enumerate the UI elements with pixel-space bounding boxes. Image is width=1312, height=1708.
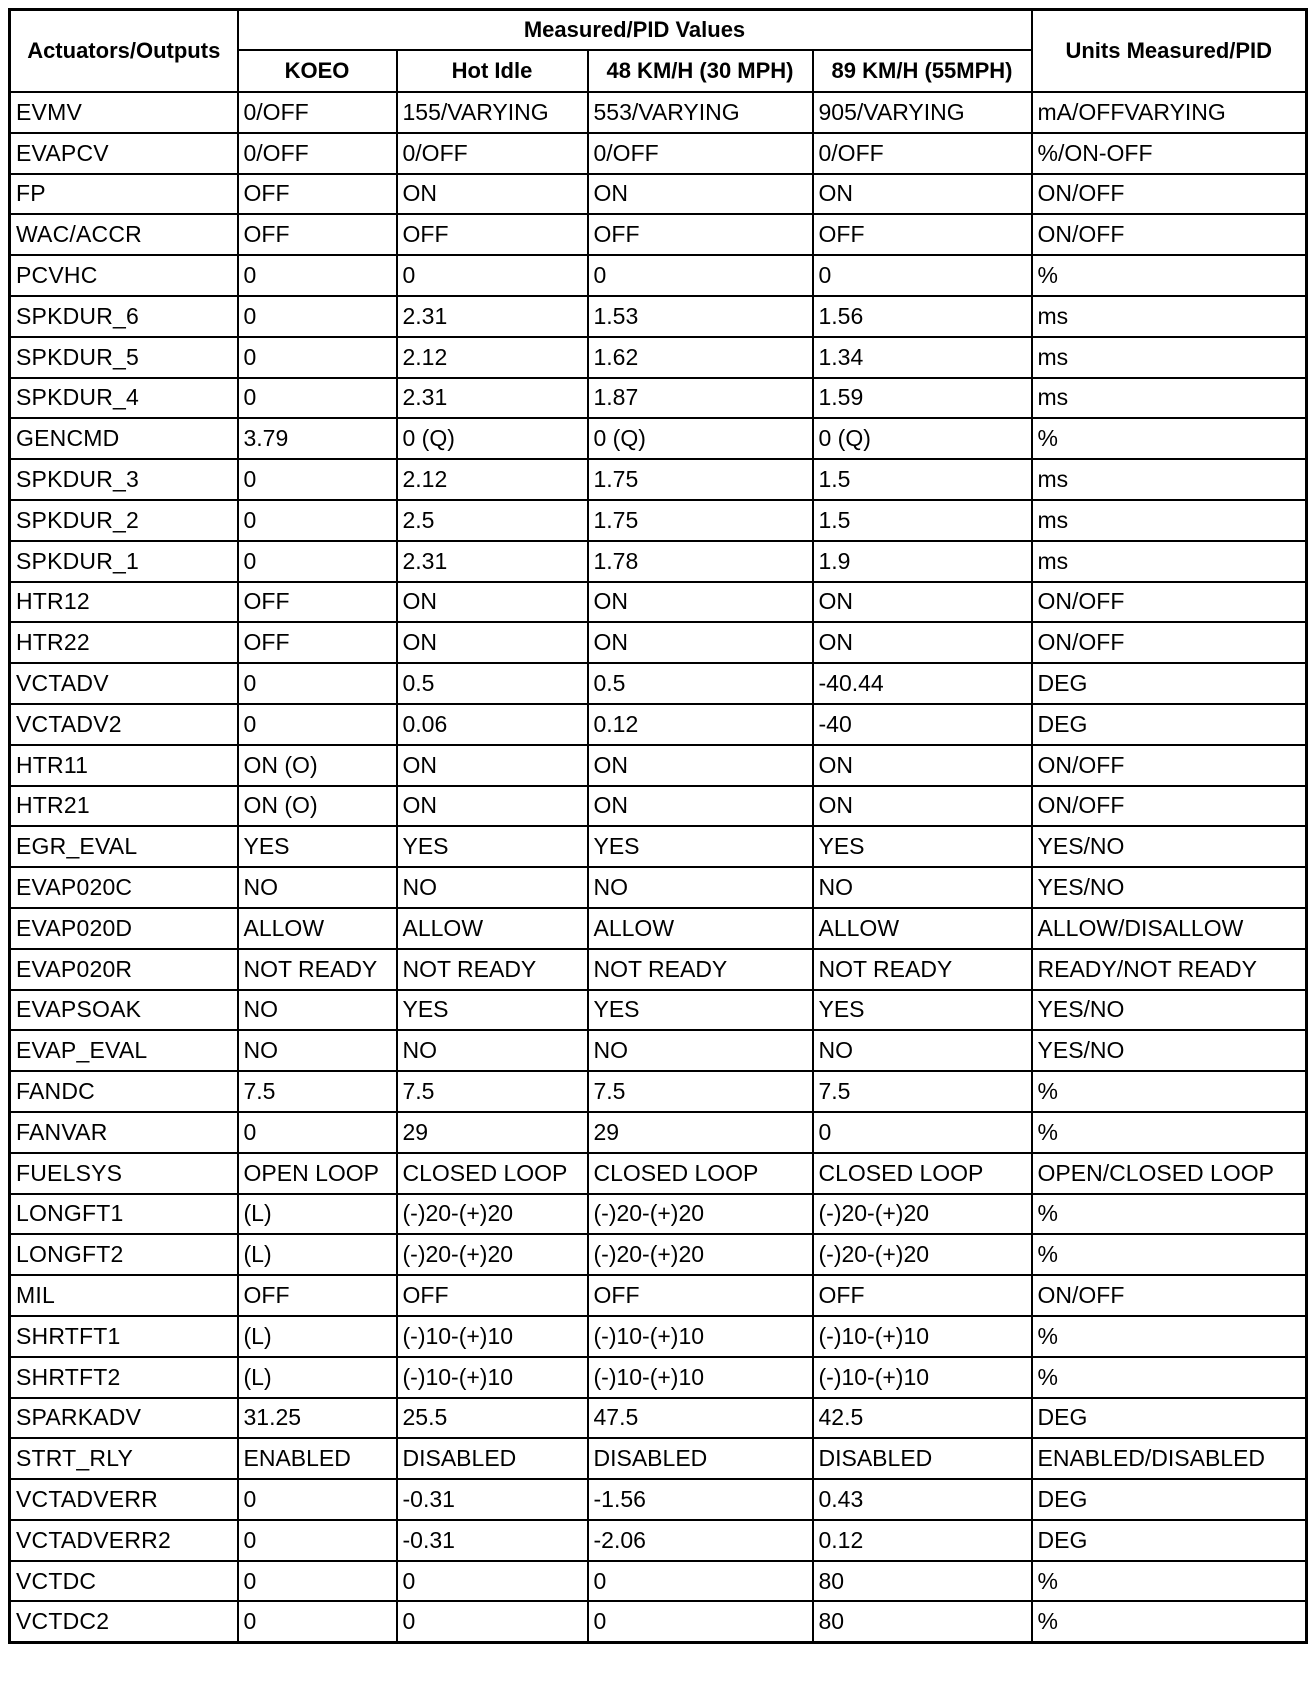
cell-koeo: ON (O) (238, 786, 397, 827)
cell-pid-name: LONGFT1 (10, 1194, 238, 1235)
cell-koeo: ALLOW (238, 908, 397, 949)
cell-hot-idle: 2.12 (397, 459, 588, 500)
cell-89kmh: ON (813, 174, 1032, 215)
cell-units: DEG (1032, 1398, 1307, 1439)
table-row (10, 459, 1307, 500)
table-row (10, 908, 1307, 949)
cell-89kmh: -40.44 (813, 663, 1032, 704)
cell-units: % (1032, 1561, 1307, 1602)
cell-koeo: 7.5 (238, 1071, 397, 1112)
cell-koeo: YES (238, 826, 397, 867)
cell-89kmh: 1.5 (813, 459, 1032, 500)
cell-hot-idle: 0.5 (397, 663, 588, 704)
cell-48kmh: 1.75 (588, 500, 813, 541)
cell-89kmh: 1.5 (813, 500, 1032, 541)
table-row (10, 1479, 1307, 1520)
cell-89kmh: ON (813, 582, 1032, 623)
cell-pid-name: SPKDUR_1 (10, 541, 238, 582)
cell-units: ON/OFF (1032, 214, 1307, 255)
cell-89kmh: OFF (813, 214, 1032, 255)
table-row (10, 1438, 1307, 1479)
cell-koeo: (L) (238, 1234, 397, 1275)
cell-hot-idle: (-)10-(+)10 (397, 1357, 588, 1398)
cell-hot-idle: CLOSED LOOP (397, 1153, 588, 1194)
cell-89kmh: ALLOW (813, 908, 1032, 949)
cell-pid-name: HTR21 (10, 786, 238, 827)
cell-hot-idle: 0 (397, 1601, 588, 1642)
cell-hot-idle: 155/VARYING (397, 92, 588, 133)
cell-units: ms (1032, 541, 1307, 582)
cell-48kmh: OFF (588, 1275, 813, 1316)
table-row (10, 174, 1307, 215)
cell-units: ON/OFF (1032, 174, 1307, 215)
cell-koeo: NOT READY (238, 949, 397, 990)
cell-hot-idle: 2.31 (397, 541, 588, 582)
cell-89kmh: (-)10-(+)10 (813, 1357, 1032, 1398)
cell-hot-idle: NO (397, 1030, 588, 1071)
cell-hot-idle: 2.5 (397, 500, 588, 541)
cell-hot-idle: NO (397, 867, 588, 908)
cell-48kmh: (-)20-(+)20 (588, 1194, 813, 1235)
cell-units: ms (1032, 500, 1307, 541)
table-row (10, 867, 1307, 908)
cell-pid-name: EVAPSOAK (10, 990, 238, 1031)
cell-pid-name: VCTADVERR (10, 1479, 238, 1520)
cell-pid-name: EVAP020C (10, 867, 238, 908)
cell-hot-idle: ON (397, 622, 588, 663)
cell-hot-idle: 2.12 (397, 337, 588, 378)
cell-48kmh: 0 (588, 255, 813, 296)
header-hot-idle: Hot Idle (397, 50, 588, 92)
cell-units: READY/NOT READY (1032, 949, 1307, 990)
table-row (10, 1275, 1307, 1316)
header-koeo: KOEO (238, 50, 397, 92)
cell-hot-idle: 0 (Q) (397, 418, 588, 459)
cell-koeo: OFF (238, 174, 397, 215)
cell-89kmh: 1.56 (813, 296, 1032, 337)
table-row (10, 255, 1307, 296)
cell-hot-idle: 2.31 (397, 296, 588, 337)
table-row (10, 826, 1307, 867)
pid-table-container (8, 8, 1305, 1644)
table-row (10, 1153, 1307, 1194)
cell-pid-name: EGR_EVAL (10, 826, 238, 867)
cell-89kmh: NO (813, 867, 1032, 908)
cell-pid-name: SHRTFT1 (10, 1316, 238, 1357)
cell-89kmh: (-)20-(+)20 (813, 1234, 1032, 1275)
cell-units: DEG (1032, 704, 1307, 745)
cell-units: % (1032, 418, 1307, 459)
cell-pid-name: GENCMD (10, 418, 238, 459)
cell-koeo: (L) (238, 1194, 397, 1235)
cell-hot-idle: 0.06 (397, 704, 588, 745)
cell-units: % (1032, 1071, 1307, 1112)
cell-48kmh: 1.78 (588, 541, 813, 582)
cell-48kmh: 0/OFF (588, 133, 813, 174)
cell-48kmh: ON (588, 786, 813, 827)
cell-hot-idle: YES (397, 990, 588, 1031)
cell-89kmh: 1.9 (813, 541, 1032, 582)
cell-89kmh: 80 (813, 1561, 1032, 1602)
table-row (10, 1030, 1307, 1071)
cell-units: % (1032, 1316, 1307, 1357)
cell-hot-idle: (-)20-(+)20 (397, 1234, 588, 1275)
cell-48kmh: ON (588, 582, 813, 623)
cell-koeo: 0 (238, 255, 397, 296)
cell-pid-name: SHRTFT2 (10, 1357, 238, 1398)
table-row (10, 745, 1307, 786)
cell-units: ms (1032, 337, 1307, 378)
cell-48kmh: 29 (588, 1112, 813, 1153)
cell-koeo: 31.25 (238, 1398, 397, 1439)
table-row (10, 1071, 1307, 1112)
cell-koeo: 0 (238, 663, 397, 704)
cell-89kmh: 0 (813, 255, 1032, 296)
cell-hot-idle: 0/OFF (397, 133, 588, 174)
table-row (10, 214, 1307, 255)
cell-pid-name: EVAP020R (10, 949, 238, 990)
cell-48kmh: ON (588, 622, 813, 663)
cell-hot-idle: (-)10-(+)10 (397, 1316, 588, 1357)
header-89kmh: 89 KM/H (55MPH) (813, 50, 1032, 92)
cell-units: ENABLED/DISABLED (1032, 1438, 1307, 1479)
cell-units: ms (1032, 459, 1307, 500)
table-row (10, 1520, 1307, 1561)
table-row (10, 622, 1307, 663)
cell-hot-idle: ON (397, 745, 588, 786)
table-row (10, 1357, 1307, 1398)
table-row (10, 582, 1307, 623)
cell-hot-idle: YES (397, 826, 588, 867)
cell-48kmh: 1.87 (588, 378, 813, 419)
cell-koeo: 0 (238, 378, 397, 419)
cell-89kmh: ON (813, 786, 1032, 827)
cell-hot-idle: ON (397, 786, 588, 827)
cell-48kmh: NO (588, 1030, 813, 1071)
cell-89kmh: YES (813, 826, 1032, 867)
cell-48kmh: OFF (588, 214, 813, 255)
cell-units: mA/OFFVARYING (1032, 92, 1307, 133)
cell-units: YES/NO (1032, 990, 1307, 1031)
cell-48kmh: (-)10-(+)10 (588, 1316, 813, 1357)
table-row (10, 378, 1307, 419)
table-row (10, 949, 1307, 990)
cell-hot-idle: OFF (397, 1275, 588, 1316)
cell-pid-name: VCTADV (10, 663, 238, 704)
cell-pid-name: FUELSYS (10, 1153, 238, 1194)
cell-pid-name: VCTADV2 (10, 704, 238, 745)
cell-48kmh: NOT READY (588, 949, 813, 990)
table-row (10, 1398, 1307, 1439)
table-header (10, 10, 1307, 93)
cell-89kmh: 1.34 (813, 337, 1032, 378)
cell-89kmh: YES (813, 990, 1032, 1031)
table-row (10, 337, 1307, 378)
cell-48kmh: -2.06 (588, 1520, 813, 1561)
table-row (10, 133, 1307, 174)
cell-hot-idle: 2.31 (397, 378, 588, 419)
table-row (10, 663, 1307, 704)
cell-hot-idle: -0.31 (397, 1520, 588, 1561)
cell-hot-idle: ON (397, 582, 588, 623)
cell-48kmh: 1.53 (588, 296, 813, 337)
cell-pid-name: HTR12 (10, 582, 238, 623)
cell-48kmh: YES (588, 990, 813, 1031)
cell-units: % (1032, 1601, 1307, 1642)
cell-89kmh: 0 (813, 1112, 1032, 1153)
cell-89kmh: ON (813, 745, 1032, 786)
cell-koeo: OPEN LOOP (238, 1153, 397, 1194)
cell-48kmh: 0.12 (588, 704, 813, 745)
cell-89kmh: DISABLED (813, 1438, 1032, 1479)
cell-hot-idle: (-)20-(+)20 (397, 1194, 588, 1235)
table-row (10, 1601, 1307, 1642)
cell-units: ON/OFF (1032, 786, 1307, 827)
cell-koeo: 0 (238, 704, 397, 745)
cell-48kmh: 1.75 (588, 459, 813, 500)
table-row (10, 1561, 1307, 1602)
pid-values-table (8, 8, 1308, 1644)
header-actuators-outputs: Actuators/Outputs (10, 10, 238, 93)
cell-pid-name: FP (10, 174, 238, 215)
cell-koeo: ENABLED (238, 1438, 397, 1479)
cell-units: ON/OFF (1032, 745, 1307, 786)
cell-hot-idle: 25.5 (397, 1398, 588, 1439)
cell-pid-name: SPKDUR_4 (10, 378, 238, 419)
cell-48kmh: 0 (588, 1561, 813, 1602)
cell-pid-name: EVMV (10, 92, 238, 133)
cell-89kmh: 0.43 (813, 1479, 1032, 1520)
cell-koeo: 0 (238, 1479, 397, 1520)
cell-hot-idle: 0 (397, 255, 588, 296)
cell-koeo: 0 (238, 459, 397, 500)
cell-48kmh: DISABLED (588, 1438, 813, 1479)
cell-koeo: ON (O) (238, 745, 397, 786)
cell-koeo: 0/OFF (238, 133, 397, 174)
cell-pid-name: VCTDC (10, 1561, 238, 1602)
cell-units: ms (1032, 378, 1307, 419)
cell-pid-name: WAC/ACCR (10, 214, 238, 255)
cell-48kmh: CLOSED LOOP (588, 1153, 813, 1194)
cell-89kmh: -40 (813, 704, 1032, 745)
cell-48kmh: 0 (Q) (588, 418, 813, 459)
table-row (10, 418, 1307, 459)
cell-48kmh: 0.5 (588, 663, 813, 704)
cell-pid-name: VCTDC2 (10, 1601, 238, 1642)
table-row (10, 541, 1307, 582)
cell-units: ON/OFF (1032, 622, 1307, 663)
cell-89kmh: OFF (813, 1275, 1032, 1316)
cell-89kmh: ON (813, 622, 1032, 663)
cell-koeo: 0 (238, 1112, 397, 1153)
table-row (10, 786, 1307, 827)
cell-pid-name: SPKDUR_3 (10, 459, 238, 500)
cell-units: DEG (1032, 663, 1307, 704)
cell-koeo: 0 (238, 296, 397, 337)
cell-units: ms (1032, 296, 1307, 337)
table-row (10, 1112, 1307, 1153)
cell-pid-name: SPARKADV (10, 1398, 238, 1439)
cell-pid-name: STRT_RLY (10, 1438, 238, 1479)
cell-89kmh: 42.5 (813, 1398, 1032, 1439)
cell-units: % (1032, 255, 1307, 296)
table-body (10, 92, 1307, 1643)
cell-koeo: NO (238, 1030, 397, 1071)
cell-koeo: 0/OFF (238, 92, 397, 133)
cell-pid-name: MIL (10, 1275, 238, 1316)
cell-48kmh: ALLOW (588, 908, 813, 949)
cell-units: OPEN/CLOSED LOOP (1032, 1153, 1307, 1194)
cell-48kmh: 553/VARYING (588, 92, 813, 133)
cell-48kmh: ON (588, 745, 813, 786)
cell-pid-name: FANDC (10, 1071, 238, 1112)
cell-48kmh: YES (588, 826, 813, 867)
table-row (10, 704, 1307, 745)
cell-koeo: 0 (238, 1561, 397, 1602)
cell-48kmh: 47.5 (588, 1398, 813, 1439)
header-units-measured: Units Measured/PID (1032, 10, 1307, 93)
cell-89kmh: 7.5 (813, 1071, 1032, 1112)
table-row (10, 1316, 1307, 1357)
cell-48kmh: 0 (588, 1601, 813, 1642)
header-48kmh: 48 KM/H (30 MPH) (588, 50, 813, 92)
cell-koeo: OFF (238, 582, 397, 623)
table-row (10, 990, 1307, 1031)
cell-pid-name: HTR11 (10, 745, 238, 786)
table-row (10, 92, 1307, 133)
cell-koeo: 0 (238, 1520, 397, 1561)
cell-89kmh: 905/VARYING (813, 92, 1032, 133)
cell-koeo: NO (238, 990, 397, 1031)
cell-units: YES/NO (1032, 867, 1307, 908)
cell-koeo: (L) (238, 1316, 397, 1357)
cell-hot-idle: 7.5 (397, 1071, 588, 1112)
cell-hot-idle: DISABLED (397, 1438, 588, 1479)
cell-hot-idle: 29 (397, 1112, 588, 1153)
cell-koeo: 0 (238, 541, 397, 582)
cell-koeo: 0 (238, 1601, 397, 1642)
cell-pid-name: SPKDUR_6 (10, 296, 238, 337)
cell-units: ON/OFF (1032, 582, 1307, 623)
table-row (10, 500, 1307, 541)
cell-units: DEG (1032, 1479, 1307, 1520)
cell-pid-name: SPKDUR_2 (10, 500, 238, 541)
cell-48kmh: -1.56 (588, 1479, 813, 1520)
cell-koeo: OFF (238, 1275, 397, 1316)
cell-koeo: 3.79 (238, 418, 397, 459)
cell-hot-idle: 0 (397, 1561, 588, 1602)
cell-89kmh: (-)20-(+)20 (813, 1194, 1032, 1235)
cell-hot-idle: ON (397, 174, 588, 215)
cell-89kmh: (-)10-(+)10 (813, 1316, 1032, 1357)
cell-89kmh: 0.12 (813, 1520, 1032, 1561)
cell-units: ON/OFF (1032, 1275, 1307, 1316)
cell-pid-name: VCTADVERR2 (10, 1520, 238, 1561)
cell-pid-name: PCVHC (10, 255, 238, 296)
cell-89kmh: NO (813, 1030, 1032, 1071)
cell-pid-name: HTR22 (10, 622, 238, 663)
cell-89kmh: CLOSED LOOP (813, 1153, 1032, 1194)
cell-pid-name: EVAP_EVAL (10, 1030, 238, 1071)
cell-units: YES/NO (1032, 826, 1307, 867)
cell-hot-idle: NOT READY (397, 949, 588, 990)
cell-48kmh: NO (588, 867, 813, 908)
cell-89kmh: 1.59 (813, 378, 1032, 419)
table-row (10, 1234, 1307, 1275)
cell-units: %/ON-OFF (1032, 133, 1307, 174)
cell-pid-name: EVAPCV (10, 133, 238, 174)
cell-48kmh: (-)20-(+)20 (588, 1234, 813, 1275)
cell-units: % (1032, 1112, 1307, 1153)
cell-hot-idle: -0.31 (397, 1479, 588, 1520)
cell-units: ALLOW/DISALLOW (1032, 908, 1307, 949)
cell-48kmh: 1.62 (588, 337, 813, 378)
cell-hot-idle: OFF (397, 214, 588, 255)
cell-pid-name: EVAP020D (10, 908, 238, 949)
cell-koeo: NO (238, 867, 397, 908)
cell-units: YES/NO (1032, 1030, 1307, 1071)
cell-89kmh: 80 (813, 1601, 1032, 1642)
cell-units: % (1032, 1234, 1307, 1275)
cell-pid-name: SPKDUR_5 (10, 337, 238, 378)
cell-koeo: OFF (238, 214, 397, 255)
cell-koeo: 0 (238, 500, 397, 541)
cell-89kmh: 0 (Q) (813, 418, 1032, 459)
cell-hot-idle: ALLOW (397, 908, 588, 949)
cell-89kmh: NOT READY (813, 949, 1032, 990)
cell-pid-name: FANVAR (10, 1112, 238, 1153)
cell-koeo: (L) (238, 1357, 397, 1398)
cell-89kmh: 0/OFF (813, 133, 1032, 174)
cell-48kmh: ON (588, 174, 813, 215)
cell-koeo: OFF (238, 622, 397, 663)
cell-pid-name: LONGFT2 (10, 1234, 238, 1275)
cell-units: % (1032, 1357, 1307, 1398)
cell-48kmh: 7.5 (588, 1071, 813, 1112)
cell-48kmh: (-)10-(+)10 (588, 1357, 813, 1398)
header-measured-pid-values: Measured/PID Values (238, 10, 1032, 51)
table-row (10, 1194, 1307, 1235)
table-row (10, 296, 1307, 337)
cell-units: % (1032, 1194, 1307, 1235)
cell-koeo: 0 (238, 337, 397, 378)
cell-units: DEG (1032, 1520, 1307, 1561)
